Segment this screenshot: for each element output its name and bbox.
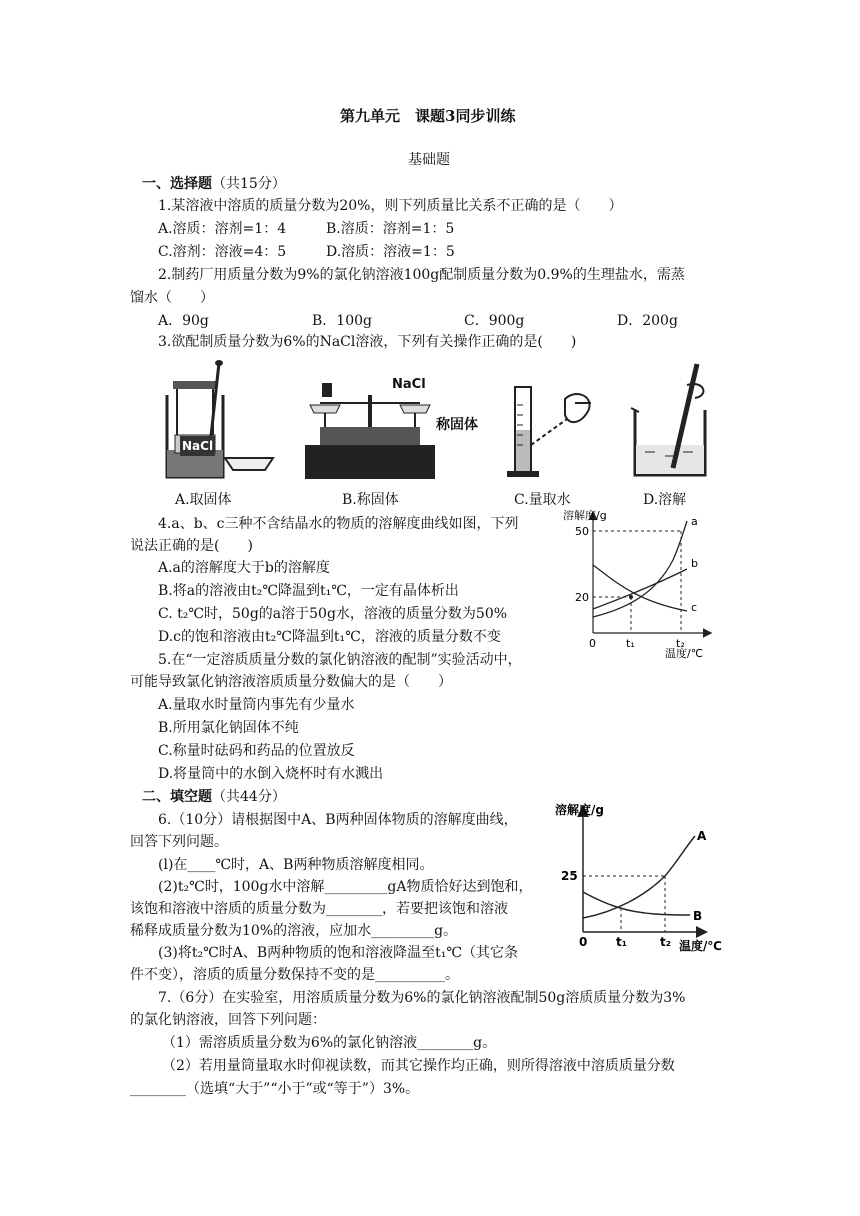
page-subtitle: 基础题 — [408, 152, 450, 168]
q3-figure-measure-water — [505, 385, 615, 480]
section-heading-1-label: 一、选择题 — [142, 176, 212, 192]
q4-option-d: D.c的饱和溶液由t₂℃降温到t₁℃，溶液的质量分数不变 — [158, 629, 501, 645]
q4-ytick-20: 20 — [575, 591, 589, 604]
q4-option-c: C. t₂℃时，50g的a溶于50g水，溶液的质量分数为50% — [158, 606, 508, 622]
q6-solubility-chart — [555, 800, 735, 955]
q6-series-a-label: A — [697, 829, 707, 843]
q6-line1: 6.（10分）请根据图中A、B两种固体物质的溶解度曲线， — [158, 812, 518, 828]
q3-option-c: C.量取水 — [514, 492, 571, 508]
q7-line3: （1）需溶质质量分数为6%的氯化钠溶液________g。 — [162, 1035, 497, 1051]
page-title: 第九单元 课题3同步训练 — [340, 107, 516, 125]
q7-line4: （2）若用量筒量取水时仰视读数，而其它操作均正确，则所得溶液中溶质质量分数 — [162, 1058, 675, 1074]
section-heading-2-label: 二、填空题 — [142, 789, 212, 805]
q4-option-b: B.将a的溶液由t₂℃降温到t₁℃，一定有晶体析出 — [158, 583, 459, 599]
q6-series-b-label: B — [693, 909, 703, 923]
q3-stem: 3.欲配制质量分数为6%的NaCl溶液，下列有关操作正确的是( ) — [158, 334, 577, 350]
q6-line2: 回答下列问题。 — [130, 834, 228, 850]
q4-stem-line1: 4.a、b、c三种不含结晶水的物质的溶解度曲线如图，下列 — [158, 516, 519, 532]
section-heading-2 — [142, 787, 286, 807]
q3-option-b: B.称固体 — [342, 492, 399, 508]
q3-nacl-jar-label: NaCl — [180, 436, 215, 456]
q5-option-b: B.所用氯化钠固体不纯 — [158, 720, 299, 736]
q4-x-label: 温度/℃ — [665, 647, 704, 660]
q5-option-c: C.称量时砝码和药品的位置放反 — [158, 743, 355, 759]
q3-option-d: D.溶解 — [643, 492, 687, 508]
q6-xtick-t1: t₁ — [616, 935, 627, 949]
q4-series-b-label: b — [691, 557, 698, 570]
q4-xtick-0: 0 — [589, 637, 596, 650]
q3-figure-take-solid — [155, 355, 275, 485]
q2-stem-line1: 2.制药厂用质量分数为9%的氯化钠溶液100g配制质量分数为0.9%的生理盐水，需蒸 — [158, 267, 685, 283]
q2-stem-line2: 馏水（ ） — [130, 290, 214, 306]
q4-curve-a — [593, 521, 687, 617]
q7-line1: 7.（6分）在实验室，用溶质质量分数为6%的氯化钠溶液配制50g溶质质量分数为3% — [158, 990, 686, 1006]
q2-option-b: B．100g — [312, 313, 372, 329]
q5-stem-line1: 5.在“一定溶质质量分数的氯化钠溶液的配制”实验活动中， — [158, 652, 522, 668]
q1-option-d: D.溶质：溶液=1：5 — [326, 244, 455, 260]
q1-option-b: B.溶质：溶剂=1：5 — [326, 221, 455, 237]
q1-option-c: C.溶剂：溶液=4：5 — [158, 244, 287, 260]
q1-option-a: A.溶质：溶剂=1：4 — [158, 221, 287, 237]
q2-option-a: A．90g — [158, 313, 209, 329]
q4-stem-line2: 说法正确的是( ) — [130, 538, 253, 554]
q6-line6: 稀释成质量分数为10%的溶液，应加水_________g。 — [130, 923, 458, 939]
q6-line7: (3)将t₂℃时A、B两种物质的饱和溶液降温至t₁℃（其它条 — [158, 945, 519, 961]
q6-curve-a — [583, 836, 695, 918]
q6-ytick-25: 25 — [561, 869, 578, 883]
q5-option-d: D.将量筒中的水倒入烧杯时有水溅出 — [158, 766, 384, 782]
q2-option-d: D．200g — [617, 313, 678, 329]
q4-ytick-50: 50 — [575, 525, 589, 538]
q1-stem: 1.某溶液中溶质的质量分数为20%，则下列质量比关系不正确的是（ ） — [158, 198, 623, 214]
q6-x-label: 温度/℃ — [679, 939, 722, 953]
q3-nacl-balance-label: NaCl — [392, 377, 426, 392]
section-heading-2-score: （共44分） — [212, 789, 286, 805]
q4-xtick-t2: t₂ — [676, 637, 685, 650]
q7-line2: 的氯化钠溶液，回答下列问题： — [130, 1012, 326, 1028]
q6-line3: (l)在____℃时，A、B两种物质溶解度相同。 — [158, 857, 434, 873]
q6-line8: 件不变），溶质的质量分数保持不变的是__________。 — [130, 967, 459, 983]
q4-xtick-t1: t₁ — [626, 637, 635, 650]
q6-line4: (2)t₂℃时，100g水中溶解_________gA物质恰好达到饱和， — [158, 879, 533, 895]
q3-figure-dissolve — [625, 360, 715, 480]
q3-weigh-label: 称固体 — [436, 417, 478, 433]
section-heading-1 — [142, 174, 286, 194]
q7-line5: ________（选填“大于”“小于”或“等于”）3%。 — [130, 1081, 420, 1097]
q4-series-c-label: c — [691, 601, 698, 614]
q3-option-a: A.取固体 — [175, 492, 232, 508]
q6-xtick-t2: t₂ — [660, 935, 671, 949]
q6-y-label: 溶解度/g — [555, 803, 604, 817]
q5-stem-line2: 可能导致氯化钠溶液溶质质量分数偏大的是（ ） — [130, 674, 452, 690]
section-heading-1-score: （共15分） — [212, 176, 286, 192]
q5-option-a: A.量取水时量筒内事先有少量水 — [158, 697, 355, 713]
q6-xtick-0: 0 — [579, 935, 588, 949]
q2-option-c: C．900g — [464, 313, 525, 329]
q4-solubility-chart — [555, 505, 715, 660]
q4-series-a-label: a — [691, 515, 698, 528]
q6-line5: 该饱和溶液中溶质的质量分数为________，若要把该饱和溶液 — [130, 901, 508, 917]
q6-curve-b — [583, 892, 690, 915]
q4-option-a: A.a的溶解度大于b的溶解度 — [158, 560, 330, 576]
q4-y-label: 溶解度/g — [563, 509, 607, 522]
